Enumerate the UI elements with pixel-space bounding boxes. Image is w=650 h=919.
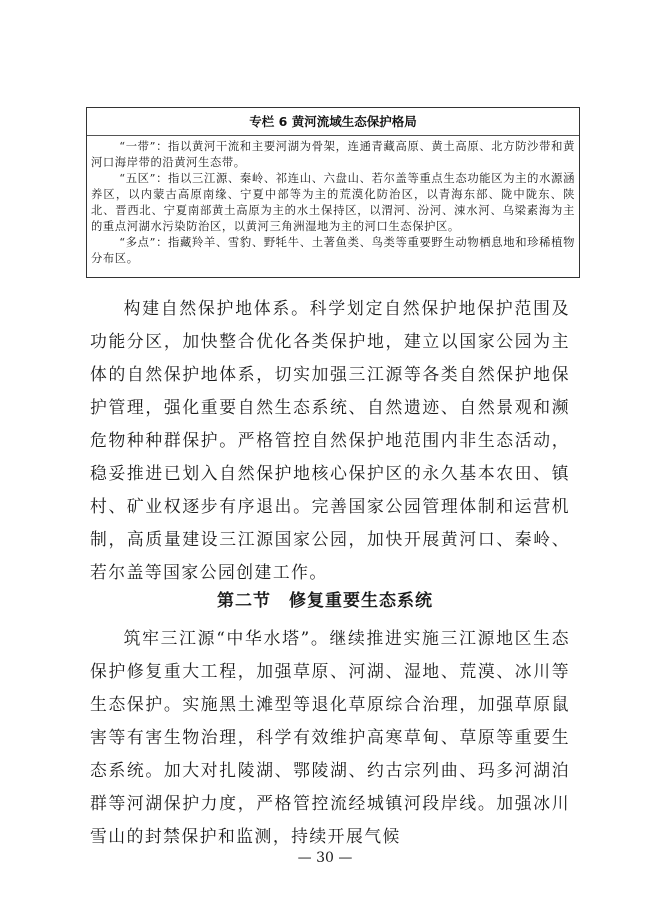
box-paragraph-yidai: “一带”：指以黄河干流和主要河湖为骨架，连通青藏高原、黄土高原、北方防沙带和黄河口海岸带的沿黄河生态带。 — [91, 140, 575, 169]
box-paragraph-wuqu: “五区”：指以三江源、秦岭、祁连山、六盘山、若尔盖等重点生态功能区为主的水源涵养区，以内蒙古高原南缘、宁夏中部等为主的荒漠化防治区，以青海东部、陇中陇东、陕北、晋西北、宁夏南部黄土高原为主的水土保持区，以渭河、汾河、涑水河、乌梁素海为主的重点河湖水污染防治区，以黄河三角洲湿地为主的河口生态保护区。 — [91, 172, 575, 233]
body-paragraph-1: 构建自然保护地体系。科学划定自然保护地保护范围及功能分区，加快整合优化各类保护地，建立以国家公园为主体的自然保护地体系，切实加强三江源等各类自然保护地保护管理，强化重要自然生态系统、自然遗迹、自然景观和濒危物种种群保护。严格管控自然保护地范围内非生态活动，稳妥推进已划入自然保护地核心保护区的永久基本农田、镇村、矿业权逐步有序退出。完善国家公园管理体制和运营机制，高质量建设三江源国家公园，加快开展黄河口、秦岭、若尔盖等国家公园创建工作。 — [90, 298, 570, 582]
box-title: 专栏 6 黄河流域生态保护格局 — [87, 108, 579, 136]
body-paragraph-2-block — [90, 622, 570, 853]
body-paragraph-1-block — [90, 292, 570, 589]
box-paragraph-duodian: “多点”：指藏羚羊、雪豹、野牦牛、土著鱼类、鸟类等重要野生动物栖息地和珍稀植物分布区。 — [91, 236, 575, 265]
section-heading: 第二节 修复重要生态系统 — [217, 591, 433, 611]
body-paragraph-2: 筑牢三江源“中华水塔”。继续推进实施三江源地区生态保护修复重大工程，加强草原、河湖、湿地、荒漠、冰川等生态保护。实施黑土滩型等退化草原综合治理，加强草原鼠害等有害生物治理，科学有效维护高寒草甸、草原等重要生态系统。加大对扎陵湖、鄂陵湖、约古宗列曲、玛多河湖泊群等河湖保护力度，严格管控流经城镇河段岸线。加强冰川雪山的封禁保护和监测，持续开展气候 — [90, 628, 570, 846]
sidebar-box — [86, 107, 580, 278]
page-number: — 30 — — [297, 850, 353, 866]
box-body — [87, 136, 579, 267]
